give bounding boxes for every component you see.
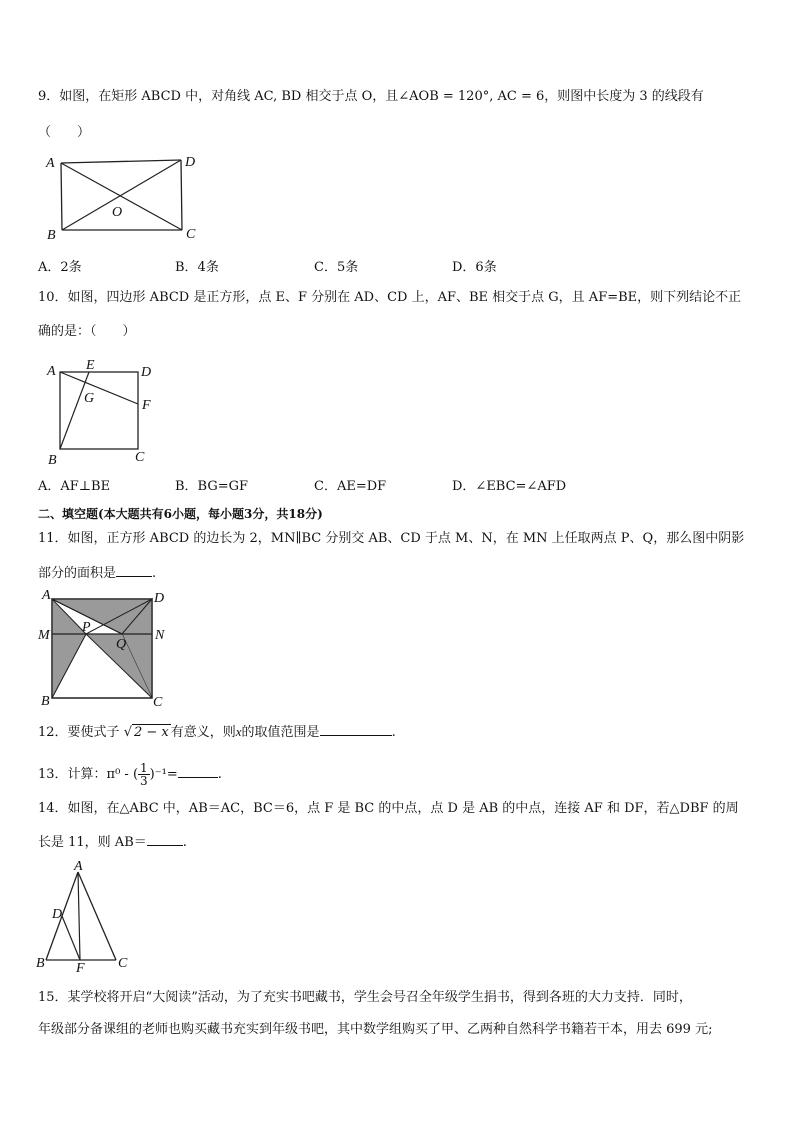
q10-line1: 10．如图，四边形 ABCD 是正方形，点 E、F 分别在 AD、CD 上，AF、BE 相交于点 G，且 AF=BE，则下列结论不正 — [38, 290, 742, 305]
q13-line — [38, 762, 222, 788]
q10-label-d: D — [141, 365, 152, 380]
q13-end: . — [217, 767, 222, 782]
q11-line2-text: 部分的面积是 — [38, 566, 117, 581]
q11-line2-end: . — [152, 566, 157, 581]
q9-label-o: O — [112, 205, 123, 220]
q11-line1: 11．如图，正方形 ABCD 的边长为 2，MN∥BC 分别交 AB、CD 于点 M、N，在 MN 上任取两点 P、Q，那么图中阴影 — [38, 531, 745, 546]
q14-line1: 14．如图，在△ABC 中，AB＝AC，BC＝6，点 F 是 BC 的中点，点 D 是 AB 的中点，连接 AF 和 DF，若△DBF 的周 — [38, 801, 739, 816]
q15-line2: 年级部分备课组的老师也购买藏书充实到年级书吧，其中数学组购买了甲、乙两种自然科学书籍若干本，用去 699 元; — [38, 1022, 713, 1037]
q15-line1: 15．某学校将开启“大阅读”活动，为了充实书吧藏书，学生会号召全年级学生捐书，得到各班的大力支持．同时， — [38, 990, 692, 1005]
q14-label-d: D — [52, 907, 63, 922]
q11-label-m: M — [38, 628, 50, 643]
q11-label-p: P — [82, 620, 91, 635]
q10-label-c: C — [135, 450, 145, 465]
q11-label-c: C — [153, 695, 163, 710]
q10-option-c: C．AE=DF — [314, 479, 387, 494]
q14-label-a: A — [74, 859, 83, 874]
q9-option-a: A．2条 — [38, 260, 82, 275]
q10-label-g: G — [84, 391, 95, 406]
q10-label-e: E — [86, 358, 95, 373]
q9-rectangle-figure — [44, 150, 194, 245]
q11-label-q: Q — [116, 637, 127, 652]
q9-answer-paren: （ ） — [38, 125, 91, 140]
q13-fraction-denominator: 3 — [140, 774, 148, 788]
q9-label-b: B — [47, 228, 56, 243]
q10-square-figure — [44, 360, 164, 470]
q13-fraction-numerator: 1 — [140, 761, 148, 775]
q12-line — [38, 723, 396, 742]
q11-label-n: N — [155, 628, 165, 643]
q9-label-c: C — [186, 227, 196, 242]
q11-label-b: B — [41, 694, 50, 709]
q14-label-b: B — [36, 956, 45, 971]
section-heading: 二、填空题(本大题共有6小题，每小题3分，共18分) — [38, 507, 323, 521]
q14-answer-blank — [147, 833, 183, 846]
q11-line2 — [38, 564, 156, 583]
q11-label-d: D — [154, 591, 165, 606]
q13-answer-blank — [178, 765, 218, 778]
q9-label-a: A — [46, 156, 55, 171]
q9-label-d: D — [185, 155, 196, 170]
q10-option-a: A．AF⊥BE — [38, 479, 111, 494]
q14-line2-end: . — [182, 835, 187, 850]
q12-suffix: 的取值范围是 — [241, 725, 320, 740]
q10-label-a: A — [47, 364, 56, 379]
q14-line2 — [38, 833, 187, 852]
q10-line2: 确的是：（ ） — [38, 324, 136, 339]
q13-prefix: 13．计算：π⁰ - ( — [38, 767, 139, 782]
q10-label-b: B — [48, 453, 57, 468]
q14-triangle-figure — [34, 859, 134, 976]
q10-label-f: F — [142, 398, 151, 413]
q10-option-b: B．BG=GF — [175, 479, 249, 494]
q12-radicand: 2 − x — [133, 725, 169, 740]
q12-variable: x — [235, 724, 242, 739]
q12-answer-blank — [320, 723, 392, 736]
q9-option-c: C．5条 — [314, 260, 359, 275]
q14-line2-text: 长是 11，则 AB＝ — [38, 835, 147, 850]
q14-label-f: F — [76, 961, 85, 976]
q13-fraction — [138, 762, 150, 787]
q14-label-c: C — [118, 956, 128, 971]
q12-middle: 有意义，则 — [170, 725, 236, 740]
q12-prefix: 12．要使式子 — [38, 725, 120, 740]
q13-suffix: )⁻¹= — [149, 767, 178, 782]
q11-answer-blank — [116, 564, 152, 577]
q11-shaded-square-figure — [36, 586, 172, 710]
sqrt-sign: √ — [123, 725, 132, 740]
q12-end: . — [391, 725, 396, 740]
q9-option-b: B．4条 — [175, 260, 219, 275]
q9-text: 9．如图，在矩形 ABCD 中，对角线 AC, BD 相交于点 O，且∠AOB = 120°, AC = 6，则图中长度为 3 的线段有 — [38, 89, 704, 104]
q9-option-d: D．6条 — [452, 260, 497, 275]
q10-option-d: D．∠EBC=∠AFD — [452, 479, 567, 494]
q11-label-a: A — [42, 588, 51, 603]
